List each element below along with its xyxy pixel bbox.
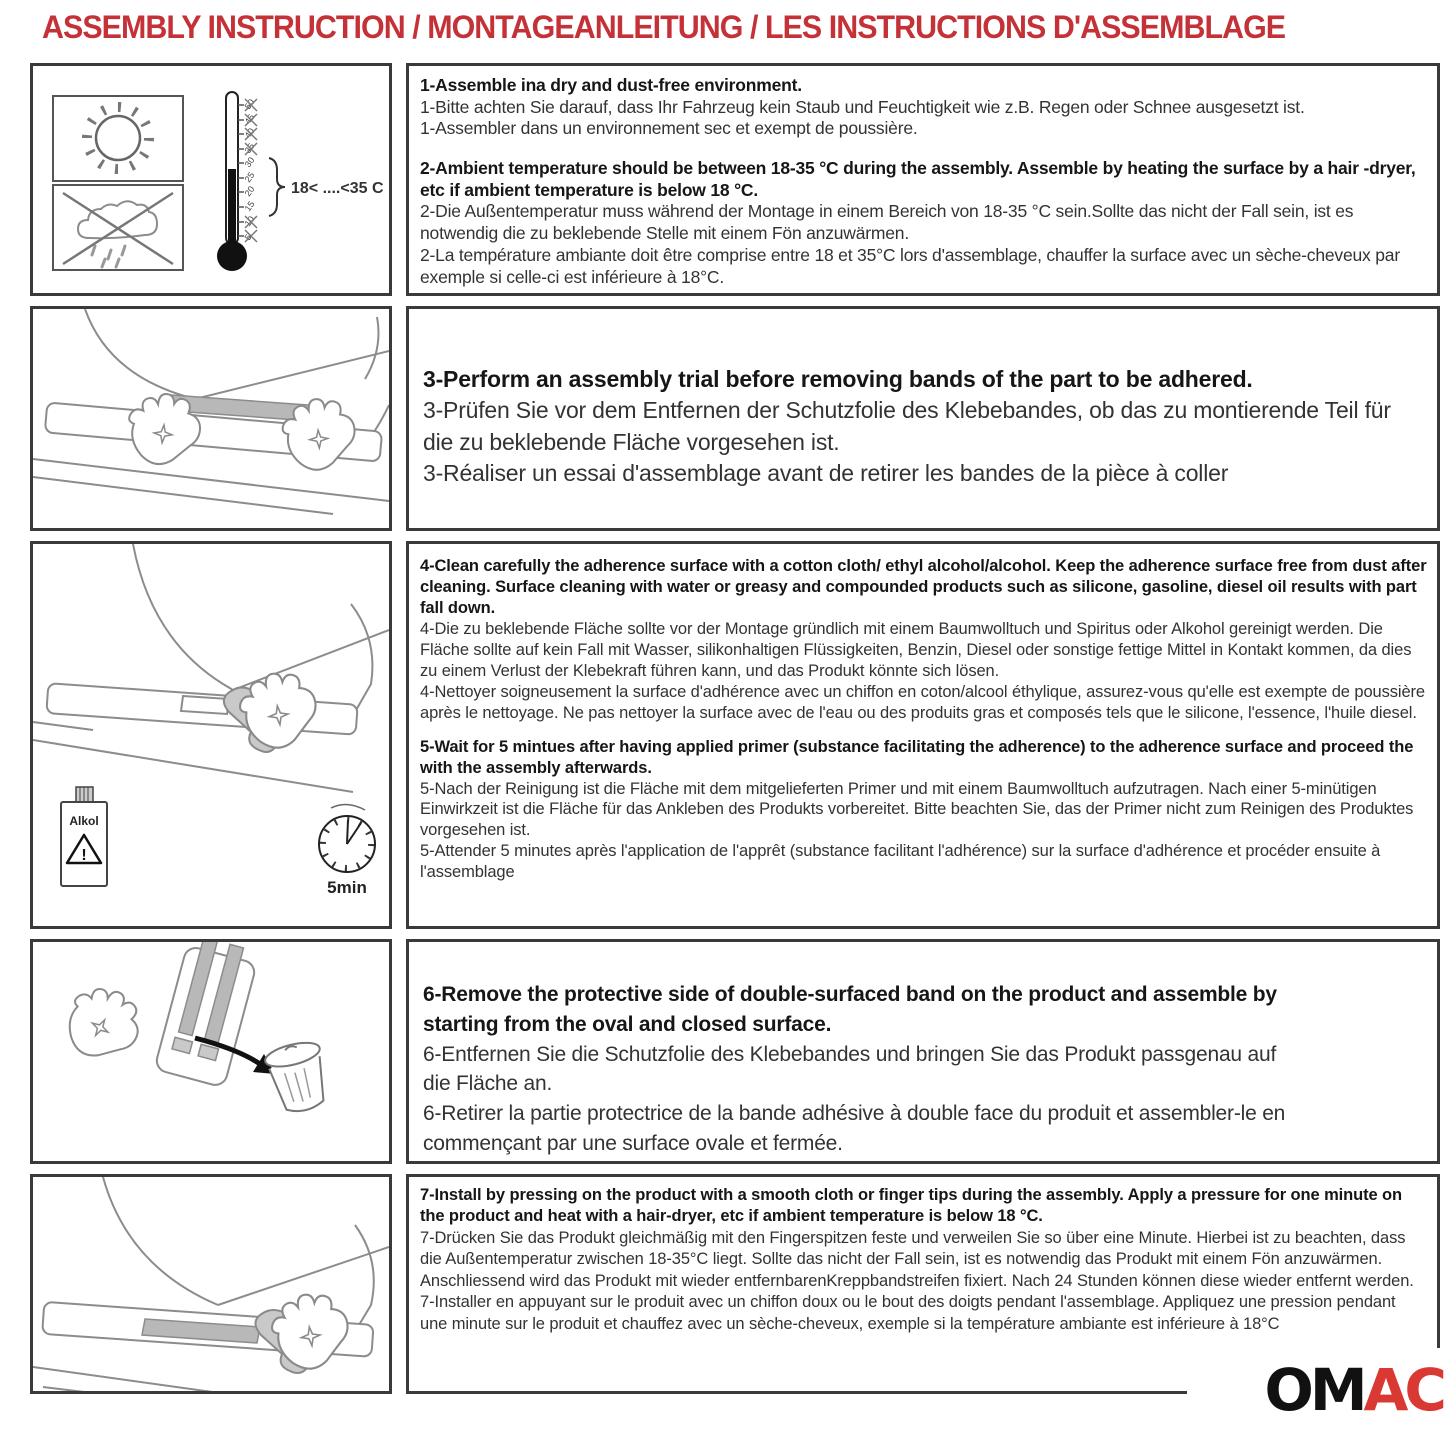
step-7-text-en: 7-Install by pressing on the product with a smooth cloth or finger tips during the assembly. Apply a pressure for one minute on the product and heat with a hair-dryer, etc if ambient temperature is below 18 °C. [420, 1186, 1402, 1226]
trial-fit-illustration [30, 306, 392, 531]
peeling-hand [54, 975, 151, 1072]
logo-black-letters: OM [1264, 1356, 1364, 1424]
section-cleaning [30, 541, 1440, 929]
step-5-text-de: 5-Nach der Reinigung ist die Fläche mit dem mitgelieferten Primer und mit einem Baumwolltuch aufzutragen. Nach einer 5-minütigen Einwirkzeit ist die Fläche für das Ankleben des Produkts vorbereitet. Bitte beachten Sie, das der Primer nicht zum Reinigen des Produktes vorgesehen ist. [420, 779, 1414, 840]
step-5-text-fr: 5-Attender 5 minutes après l'application de l'apprêt (substance facilitant l'adhérence) sur la surface d'adhérence et procéder ensuite à l'assemblage [420, 842, 1381, 882]
scale-15: 15 [242, 199, 257, 214]
step-6-text-de: 6-Entfernen Sie die Schutzfolie des Klebebandes und bringen Sie das Produkt passgenau auf die Fläche an. [423, 1042, 1277, 1096]
step-3-text-fr: 3-Réaliser un essai d'assemblage avant de retirer les bandes de la pièce à coller [423, 459, 1229, 486]
scale-25: 25 [242, 170, 257, 185]
step-2-text-en: 2-Ambient temperature should be between 18-35 °C during the assembly. Assemble by heating the surface by a hair -dryer, etc if ambient temperature is below 18 °C. [420, 158, 1416, 200]
scale-50: 50 [242, 97, 257, 112]
motion-arc [331, 804, 365, 810]
car-door-lines [33, 544, 389, 792]
environment-icons [33, 66, 389, 293]
remove-band-art [33, 942, 389, 1161]
scale-40: 40 [242, 126, 257, 141]
masked-area [181, 696, 229, 714]
step-4-text-de: 4-Die zu beklebende Fläche sollte vor der Montage gründlich mit einem Baumwolltuch und Spiritus oder Alkohol gereinigt werden. Die Fläche sollte auf kein Fall mit Wasser, silikonhaltigen Flüssigkeiten, Benzin, Diesel oder sonstige fettige Mittel in Kontakt kommen, da dies zu einem Verlust der Klebekraft führen kann, und das Produkt könnte sich lösen. [420, 619, 1412, 680]
step-2-text-de: 2-Die Außentemperatur muss während der Montage in einem Bereich von 18-35 °C sein.Sollte das nicht der Fall sein, ist es notwendig die zu beklebende Stelle mit einem Fön anzuwärmen. [420, 201, 1354, 244]
car-door-lines [33, 1177, 389, 1391]
scale-45: 45 [242, 112, 257, 127]
scale-10: 10 [242, 214, 257, 229]
remove-band-text [406, 939, 1440, 1164]
logo-red-letters: AC [1363, 1356, 1443, 1424]
alcohol-bottle [61, 787, 107, 886]
step-4-text-en: 4-Clean carefully the adherence surface with a cotton cloth/ ethyl alcohol/alcohol. Keep the adherence surface free from dust after cleaning. Surface cleaning with water or greasy and compounded products such as silicone, gasoline, diesel oil results with part fall down. [420, 557, 1427, 617]
temperature-range-label: 18< ....<35 C [291, 180, 384, 197]
step-5-text-en: 5-Wait for 5 mintues after having applied primer (substance facilitating the adherence) to the adherence surface and proceed the with the assembly afterwards. [420, 737, 1414, 777]
environment-text [406, 63, 1440, 296]
clock-icon [319, 804, 375, 897]
trial-fit-text [406, 306, 1440, 531]
step-7-text-de: 7-Drücken Sie das Produkt gleichmäßig mit den Fingerspitzen feste und verweilen Sie so über eine Minute. Hierbei ist zu beachten, dass die Außentemperatur zwischen 18-35°C liegt. Sollte das nicht der Fall sein, ist es notwendig das Produkt mit einem Fön anzuwärmen. Anschliessend wird das Produkt mit wieder entfernbarenKreppbandstreifen fixiert. Nach 24 Stunden können diese wieder entfernt werden. [420, 1228, 1414, 1290]
warning-mark: ! [81, 847, 87, 864]
scale-5: 5 [242, 232, 254, 243]
thermometer-bulb [217, 241, 247, 271]
install-press-illustration [30, 1174, 392, 1394]
cleaning-illustration [30, 541, 392, 929]
step-3-text-de: 3-Prüfen Sie vor dem Entfernen der Schutzfolie des Klebebandes, ob das zu montierende Teil für die zu beklebende Fläche vorgesehen ist. [423, 397, 1391, 455]
step-1-text-en: 1-Assemble ina dry and dust-free environment. [420, 75, 802, 95]
bottle-label: Alkol [69, 814, 99, 828]
step-3-text-en: 3-Perform an assembly trial before removing bands of the part to be adhered. [423, 366, 1253, 392]
remove-band-illustration [30, 939, 392, 1164]
step-6-text-fr: 6-Retirer la partie protectrice de la bande adhésive à double face du produit et assembler-le en commençant par une surface ovale et fermée. [423, 1102, 1286, 1156]
section-remove-band [30, 939, 1440, 1164]
section-trial-fit [30, 306, 1440, 531]
cleaning-art [33, 544, 389, 926]
scale-30: 30 [242, 155, 257, 170]
product-part [154, 942, 260, 1088]
trash-can-icon [263, 1038, 334, 1117]
install-press-art [33, 1177, 389, 1391]
omac-logo [1187, 1348, 1443, 1432]
step-6-text-en: 6-Remove the protective side of double-surfaced band on the product and assemble by starting from the oval and closed surface. [423, 983, 1277, 1036]
step-1-text-fr: 1-Assembler dans un environnement sec et exempt de poussière. [420, 118, 918, 139]
cleaning-text [406, 541, 1440, 929]
step-4-text-fr: 4-Nettoyer soigneusement la surface d'adhérence avec un chiffon en coton/alcool éthylique, assurez-vous qu'elle est exempte de poussière après le nettoyage. Ne pas nettoyer la surface avec de l'eau ou des produits gras et composés tels que le silicone, l'essence, l'huile diesel. [420, 682, 1426, 722]
door-sill-trial-art [33, 309, 389, 528]
step-2-text-fr: 2-La température ambiante doit être comprise entre 18 et 35°C lors d'assemblage, chauffer la surface avec un sèche-cheveux par exemple si celle-ci est inférieure à 18°C. [420, 244, 1400, 287]
wait-time-label: 5min [327, 878, 367, 897]
page-title: ASSEMBLY INSTRUCTION / MONTAGEANLEITUNG / LES INSTRUCTIONS D'ASSEMBLAGE [42, 9, 1286, 45]
range-brace [269, 158, 285, 216]
section-environment [30, 63, 1440, 296]
thermometer-icon [217, 92, 384, 271]
scale-20: 20 [242, 184, 257, 199]
step-1-text-de: 1-Bitte achten Sie darauf, dass Ihr Fahrzeug kein Staub und Feuchtigkeit wie z.B. Regen oder Schnee ausgesetzt ist. [420, 96, 1305, 117]
step-7-text-fr: 7-Installer en appuyant sur le produit avec un chiffon doux ou le bout des doigts pendant l'assemblage. Appliquez une pression pendant une minute sur le produit et chauffez avec un sèche-cheveux, exemple si la température ambiante est inférieure à 18°C [420, 1293, 1396, 1333]
environment-illustration [30, 63, 392, 296]
scale-35: 35 [242, 141, 257, 156]
mercury [228, 169, 236, 245]
